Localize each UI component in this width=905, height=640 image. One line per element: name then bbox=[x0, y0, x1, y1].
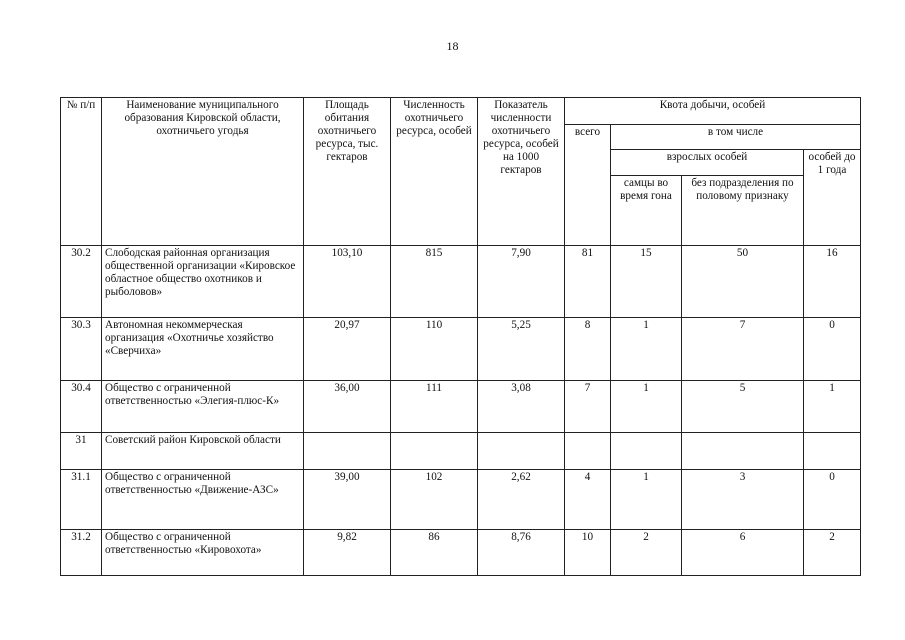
row-number: 30.4 bbox=[61, 381, 102, 433]
header-under-year: особей до 1 года bbox=[804, 150, 861, 246]
hunting-quota-table bbox=[60, 97, 861, 576]
table-row bbox=[61, 433, 861, 470]
row-density: 7,90 bbox=[478, 246, 565, 318]
row-males: 1 bbox=[611, 318, 682, 381]
header-males-rut: самцы во время гона bbox=[611, 176, 682, 246]
header-including: в том числе bbox=[611, 125, 861, 150]
row-density: 5,25 bbox=[478, 318, 565, 381]
row-count: 102 bbox=[391, 470, 478, 530]
row-number: 30.2 bbox=[61, 246, 102, 318]
row-number: 31.2 bbox=[61, 530, 102, 576]
row-area: 9,82 bbox=[304, 530, 391, 576]
row-total bbox=[565, 433, 611, 470]
row-young: 0 bbox=[804, 318, 861, 381]
row-name: Общество с ограниченной ответственностью «Кировохота» bbox=[102, 530, 304, 576]
row-count bbox=[391, 433, 478, 470]
row-total: 4 bbox=[565, 470, 611, 530]
row-young: 2 bbox=[804, 530, 861, 576]
row-count: 110 bbox=[391, 318, 478, 381]
row-number: 30.3 bbox=[61, 318, 102, 381]
row-name: Советский район Кировской области bbox=[102, 433, 304, 470]
row-area: 103,10 bbox=[304, 246, 391, 318]
row-nosex bbox=[682, 433, 804, 470]
row-name: Автономная некоммерческая организация «Охотничье хозяйство «Сверчиха» bbox=[102, 318, 304, 381]
row-males bbox=[611, 433, 682, 470]
row-nosex: 6 bbox=[682, 530, 804, 576]
row-total: 81 bbox=[565, 246, 611, 318]
row-nosex: 5 bbox=[682, 381, 804, 433]
row-total: 8 bbox=[565, 318, 611, 381]
header-name: Наименование муниципального образования Кировской области, охотничьего угодья bbox=[102, 98, 304, 246]
row-name: Общество с ограниченной ответственностью «Движение-АЗС» bbox=[102, 470, 304, 530]
header-density: Показатель численности охотничьего ресурса, особей на 1000 гектаров bbox=[478, 98, 565, 246]
row-count: 86 bbox=[391, 530, 478, 576]
row-nosex: 50 bbox=[682, 246, 804, 318]
table-row bbox=[61, 530, 861, 576]
row-young: 0 bbox=[804, 470, 861, 530]
row-nosex: 7 bbox=[682, 318, 804, 381]
row-area: 39,00 bbox=[304, 470, 391, 530]
row-density: 3,08 bbox=[478, 381, 565, 433]
table-row bbox=[61, 246, 861, 318]
page-number: 18 bbox=[446, 39, 459, 53]
row-males: 15 bbox=[611, 246, 682, 318]
row-name: Слободская районная организация общественной организации «Кировское областное общество охотников и рыболовов» bbox=[102, 246, 304, 318]
row-area bbox=[304, 433, 391, 470]
header-count: Численность охотничьего ресурса, особей bbox=[391, 98, 478, 246]
header-quota: Квота добычи, особей bbox=[565, 98, 861, 125]
row-density: 8,76 bbox=[478, 530, 565, 576]
row-name: Общество с ограниченной ответственностью «Элегия-плюс-К» bbox=[102, 381, 304, 433]
row-total: 7 bbox=[565, 381, 611, 433]
row-young: 16 bbox=[804, 246, 861, 318]
header-no: № п/п bbox=[61, 98, 102, 246]
row-total: 10 bbox=[565, 530, 611, 576]
row-number: 31.1 bbox=[61, 470, 102, 530]
header-no-sex: без подразделения по половому признаку bbox=[682, 176, 804, 246]
table-row bbox=[61, 318, 861, 381]
header-total: всего bbox=[565, 125, 611, 246]
row-count: 815 bbox=[391, 246, 478, 318]
table-row bbox=[61, 381, 861, 433]
row-young bbox=[804, 433, 861, 470]
row-area: 36,00 bbox=[304, 381, 391, 433]
row-males: 2 bbox=[611, 530, 682, 576]
row-area: 20,97 bbox=[304, 318, 391, 381]
row-males: 1 bbox=[611, 381, 682, 433]
row-nosex: 3 bbox=[682, 470, 804, 530]
header-adults: взрослых особей bbox=[611, 150, 804, 176]
table-row bbox=[61, 470, 861, 530]
row-density: 2,62 bbox=[478, 470, 565, 530]
row-count: 111 bbox=[391, 381, 478, 433]
row-males: 1 bbox=[611, 470, 682, 530]
row-young: 1 bbox=[804, 381, 861, 433]
header-area: Площадь обитания охотничьего ресурса, тыс. гектаров bbox=[304, 98, 391, 246]
row-number: 31 bbox=[61, 433, 102, 470]
row-density bbox=[478, 433, 565, 470]
